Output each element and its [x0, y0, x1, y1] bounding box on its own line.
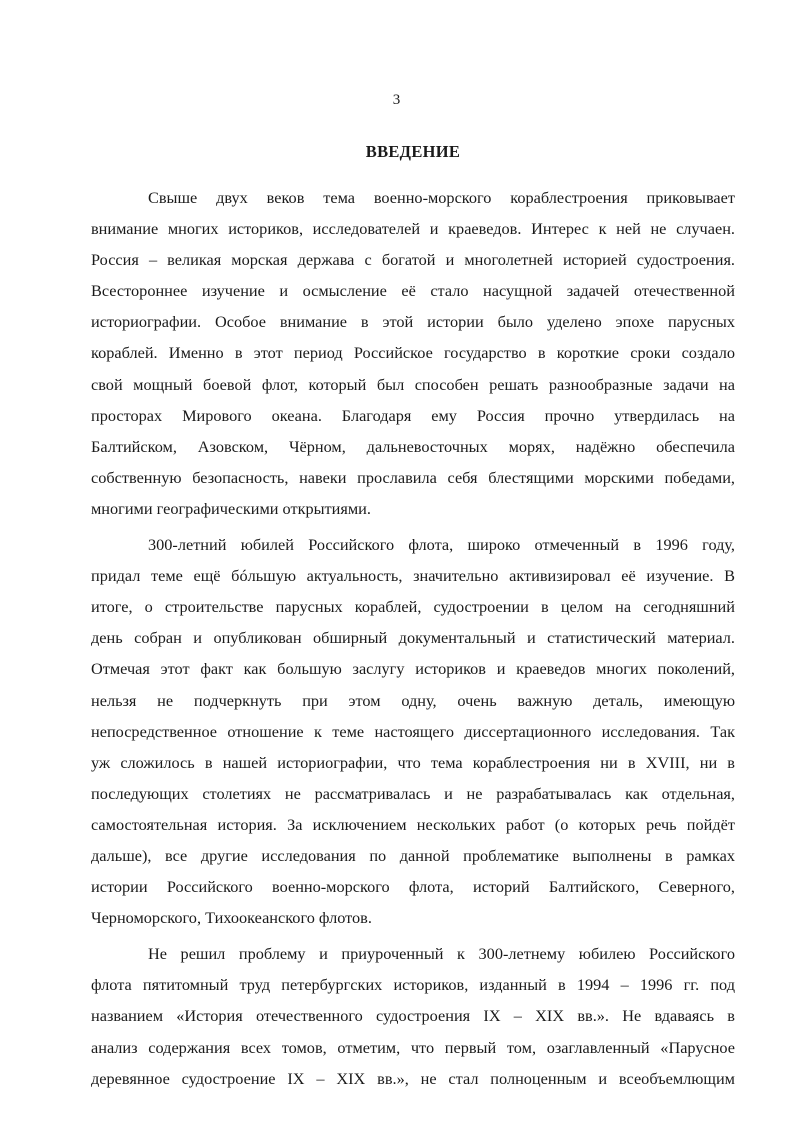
paragraph-line: Отмечая этот факт как большую заслугу историков и краеведов многих поколений,	[91, 659, 735, 679]
paragraph-line: итоге, о строительстве парусных кораблей, судостроении в целом на сегодняшний	[91, 597, 735, 617]
paragraph-line: дальше), все другие исследования по данной проблематике выполнены в рамках	[91, 845, 735, 865]
section-heading: ВВЕДЕНИЕ	[365, 142, 461, 161]
paragraph-line: флота пятитомный труд петербургских историков, изданный в 1994 – 1996 гг. под	[91, 975, 735, 995]
paragraph	[91, 529, 735, 933]
paragraph-line: последующих столетиях не рассматривалась и не разрабатывалась как отдельная,	[91, 783, 735, 803]
paragraph-line: придал теме ещё бóльшую актуальность, значительно активизировал её изучение. В	[91, 566, 735, 586]
paragraph-line: собственную безопасность, навеки прославила себя блестящими морскими победами,	[91, 467, 735, 487]
paragraph-line: Не решил проблему и приуроченный к 300-летнему юбилею Российского	[148, 944, 735, 964]
paragraph-line: анализ содержания всех томов, отметим, что первый том, озаглавленный «Парусное	[91, 1037, 735, 1057]
paragraph-line: кораблей. Именно в этот период Российское государство в короткие сроки создало	[91, 343, 735, 363]
paragraph-line: уж сложилось в нашей историографии, что тема кораблестроения ни в XVIII, ни в	[91, 752, 735, 772]
body-text	[91, 182, 735, 1094]
paragraph-line: Россия – великая морская держава с богатой и многолетней историей судостроения.	[91, 250, 735, 270]
paragraph-line: Всестороннее изучение и осмысление её стало насущной задачей отечественной	[91, 281, 735, 301]
paragraph-line: историографии. Особое внимание в этой истории было уделено эпохе парусных	[91, 312, 735, 332]
paragraph-line: Балтийском, Азовском, Чёрном, дальневосточных морях, надёжно обеспечила	[91, 436, 735, 456]
paragraph-line: просторах Мирового океана. Благодаря ему Россия прочно утвердилась на	[91, 405, 735, 425]
paragraph-line: названием «История отечественного судостроения IX – XIX вв.». Не вдаваясь в	[91, 1006, 735, 1026]
paragraph-line: самостоятельная история. За исключением нескольких работ (о которых речь пойдёт	[91, 814, 735, 834]
paragraph-line: внимание многих историков, исследователей и краеведов. Интерес к ней не случаен.	[91, 219, 735, 239]
paragraph-line: Свыше двух веков тема военно-морского кораблестроения приковывает	[148, 188, 735, 207]
paragraph-line: деревянное судостроение IX – XIX вв.», не стал полноценным и всеобъемлющим	[91, 1068, 735, 1088]
paragraph-line: непосредственное отношение к теме настоящего диссертационного исследования. Так	[91, 721, 735, 741]
paragraph-line: Черноморского, Тихоокеанского флотов.	[91, 908, 372, 928]
paragraph-line: день собран и опубликован обширный документальный и статистический материал.	[91, 628, 735, 648]
paragraph-line: многими географическими открытиями.	[91, 498, 371, 518]
paragraph-line: 300-летний юбилей Российского флота, широко отмеченный в 1996 году,	[148, 535, 735, 555]
paragraph-line: нельзя не подчеркнуть при этом одну, очень важную деталь, имеющую	[91, 690, 735, 710]
paragraph-line: истории Российского военно-морского флота, историй Балтийского, Северного,	[91, 877, 735, 897]
page-number: 3	[392, 92, 401, 108]
paragraph	[91, 938, 735, 1093]
paragraph-line: свой мощный боевой флот, который был способен решать разнообразные задачи на	[91, 374, 735, 394]
paragraph	[91, 182, 735, 524]
